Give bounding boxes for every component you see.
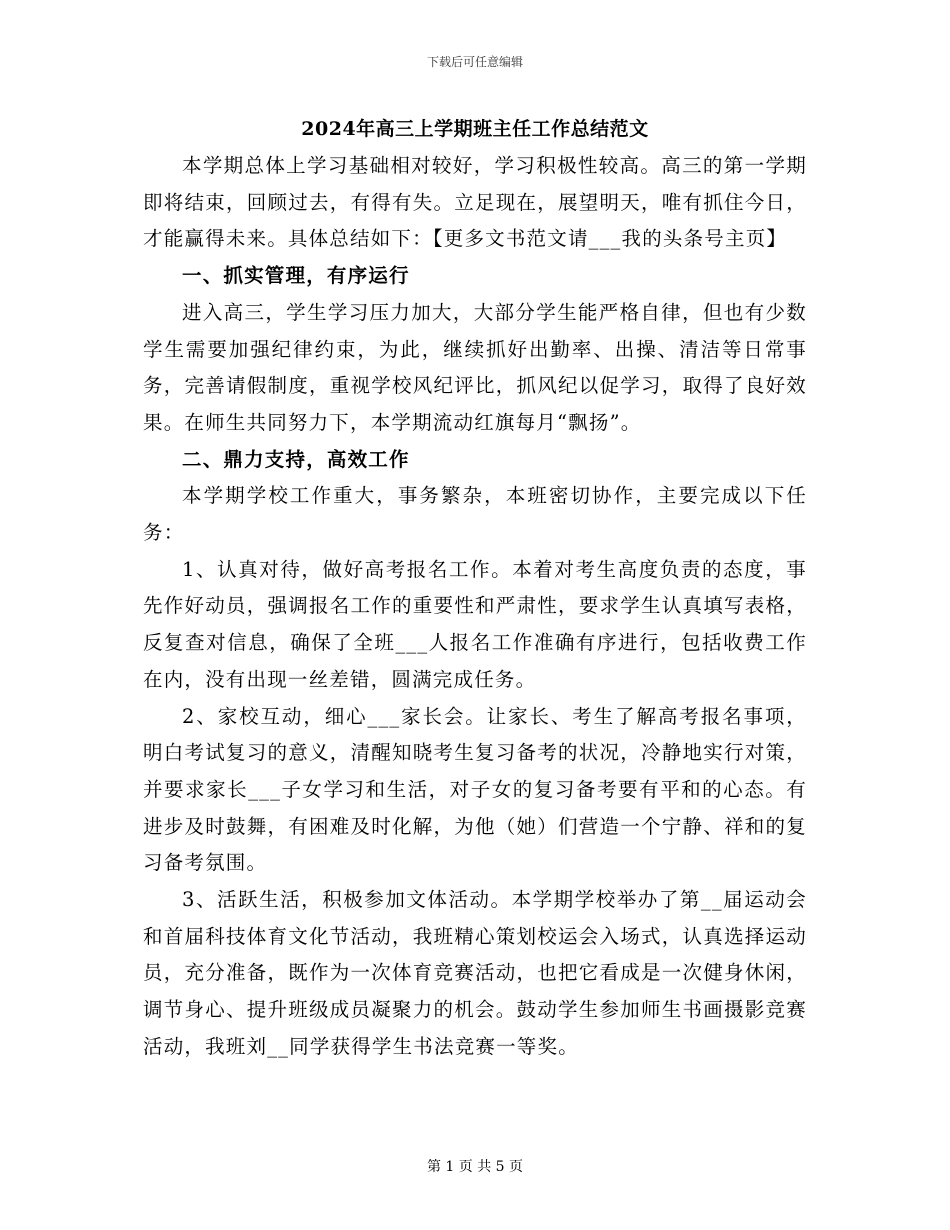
intro-paragraph: 本学期总体上学习基础相对较好，学习积极性较高。高三的第一学期即将结束，回顾过去，有得有失。立足现在，展望明天，唯有抓住今日，才能赢得未来。具体总结如下：【更多文书范文请___我的头条号主页】: [143, 154, 807, 251]
header-note: 下载后可任意编辑: [426, 55, 523, 69]
task-3-paragraph: 3、活跃生活，积极参加文体活动。本学期学校举办了第__届运动会和首届科技体育文化节活动，我班精心策划校运会入场式，认真选择运动员，充分准备，既作为一次体育竞赛活动，也把它看成是一次健身休闲，调节身心、提升班级成员凝聚力的机会。鼓动学生参加师生书画摄影竞赛活动，我班刘__同学获得学生书法竞赛一等奖。: [143, 888, 807, 1058]
section-heading-2: 二、鼎力支持，高效工作: [182, 447, 410, 471]
page-number-footer: 第 1 页 共 5 页: [426, 1159, 524, 1175]
document-body: [143, 148, 807, 1066]
section-2-intro-paragraph: 本学期学校工作重大，事务繁杂，本班密切协作，主要完成以下任务：: [143, 484, 807, 545]
section-heading-1: 一、抓实管理，有序运行: [182, 264, 410, 288]
section-1-paragraph: 进入高三，学生学习压力加大，大部分学生能严格自律，但也有少数学生需要加强纪律约束，为此，继续抓好出勤率、出操、清洁等日常事务，完善请假制度，重视学校风纪评比，抓风纪以促学习，取得了良好效果。在师生共同努力下，本学期流动红旗每月“飘扬”。: [143, 300, 807, 434]
document-title: 2024年高三上学期班主任工作总结范文: [301, 118, 649, 140]
task-1-paragraph: 1、认真对待，做好高考报名工作。本着对考生高度负责的态度，事先作好动员，强调报名工作的重要性和严肃性，要求学生认真填写表格，反复查对信息，确保了全班___人报名工作准确有序进行，包括收费工作在内，没有出现一丝差错，圆满完成任务。: [143, 557, 807, 691]
task-2-paragraph: 2、家校互动，细心___家长会。让家长、考生了解高考报名事项，明白考试复习的意义，清醒知晓考生复习备考的状况，冷静地实行对策，并要求家长___子女学习和生活，对子女的复习备考要有平和的心态。有进步及时鼓舞，有困难及时化解，为他（她）们营造一个宁静、祥和的复习备考氛围。: [143, 704, 807, 875]
